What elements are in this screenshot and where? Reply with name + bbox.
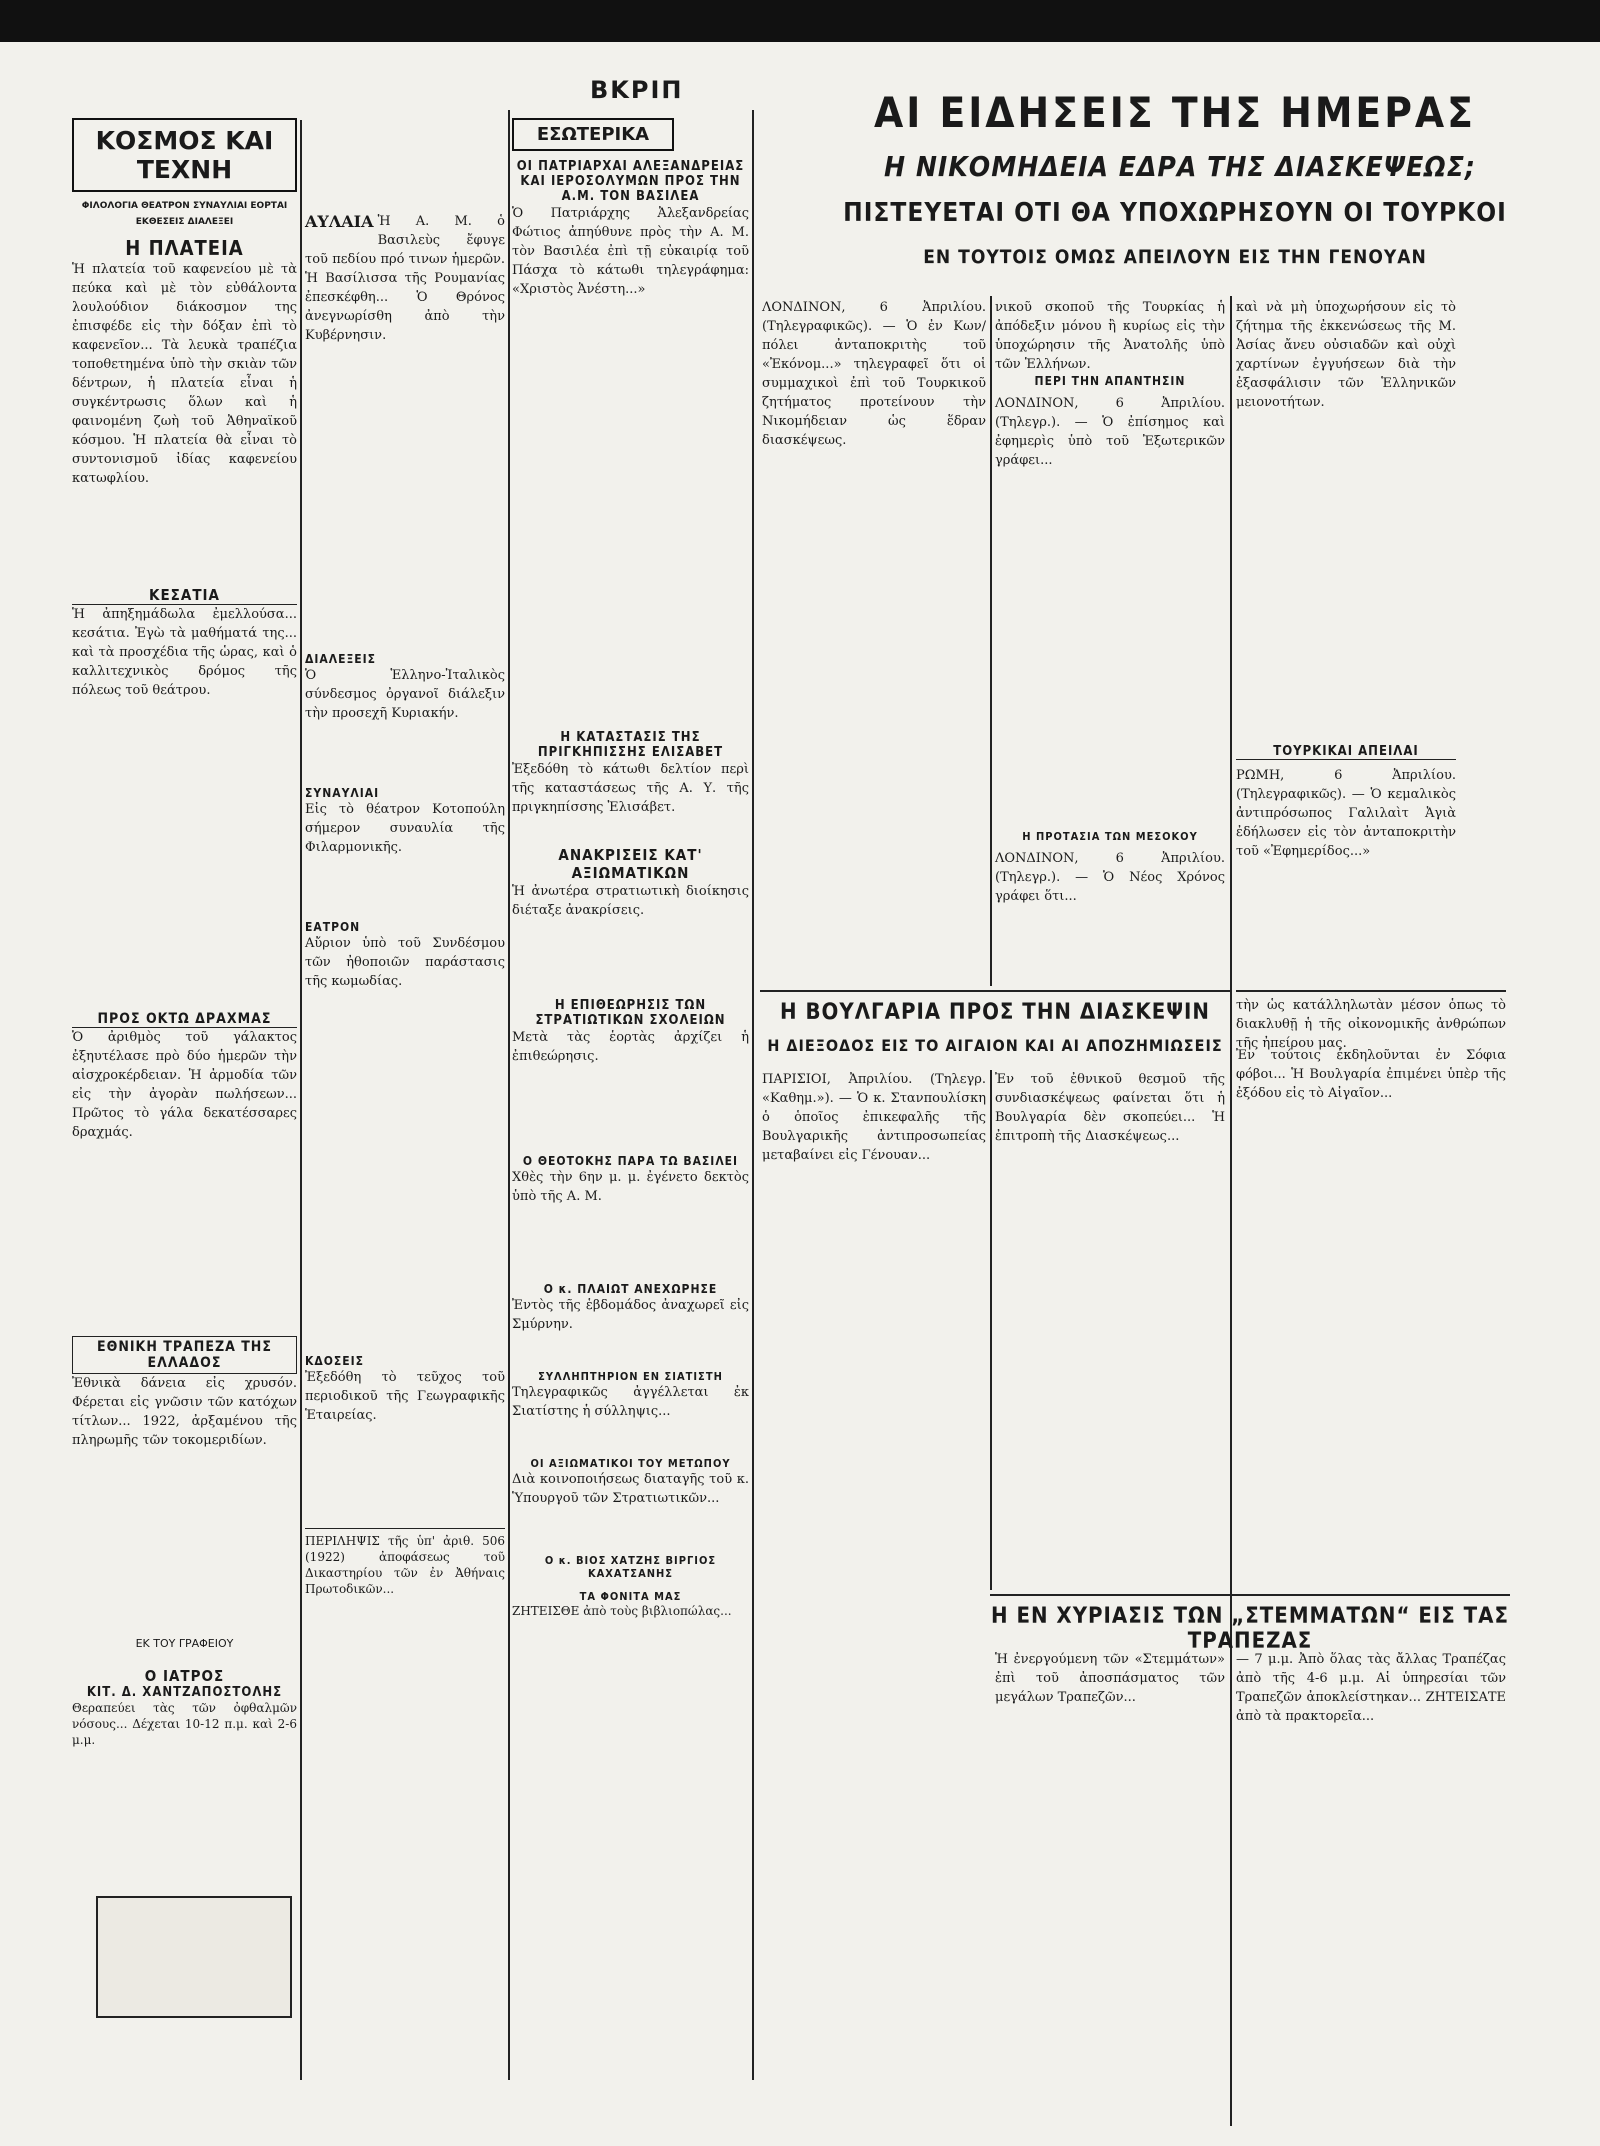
top-dark-bar — [0, 0, 1600, 42]
column-three — [512, 118, 749, 1663]
section-title: ΕΣΩΤΕΡΙΚΑ — [512, 118, 674, 151]
column-rule — [508, 110, 510, 2080]
article-body: ΡΩΜΗ, 6 Ἀπριλίου. (Τηλεγραφικῶς). — Ὁ κεμαλικὸς ἀντιπρόσωπος Γαλιλαὶτ Ἀγιὰ ἐδήλωσεν εἰς τὸν ἀνταποκριτὴν τοῦ «Ἐφημερίδος...» — [1236, 768, 1456, 859]
article-title: ΤΟΥΡΚΙΚΑΙ ΑΠΕΙΛΑΙ — [1236, 744, 1456, 760]
article-body: νικοῦ σκοποῦ τῆς Τουρκίας ἡ ἀπόδεξιν μόνου ἢ κυρίως εἰς τὴν ὑποχώρησιν τῆς Ἀνατολῆς ὑπὸ τῶν Ἑλλήνων. — [995, 300, 1225, 372]
article-body: Ἡ ἀνωτέρα στρατιωτικὴ διοίκησις διέταξε ἀνακρίσεις. — [512, 884, 749, 918]
rule — [760, 990, 1230, 992]
article-body: Τηλεγραφικῶς ἀγγέλλεται ἐκ Σιατίστης ἡ σύλληψις... — [512, 1385, 749, 1419]
article-title: ΕΘΝΙΚΗ ΤΡΑΠΕΖΑ ΤΗΣ ΕΛΛΑΔΟΣ — [72, 1336, 297, 1374]
ad-title: Ο ΙΑΤΡΟΣ — [144, 1667, 225, 1685]
ad-body: Θεραπεύει τὰς τῶν ὀφθαλμῶν νόσους... Δέχεται 10-12 π.μ. καὶ 2-6 μ.μ. — [72, 1701, 297, 1747]
article-body: Ἡ ἀπηξημάδωλα ἐμελλούσα... κεσάτια. Ἐγὼ τὰ μαθήματά της... καὶ τὰ προσχέδια τῆς ὡρας, καὶ ὁ καλλιτεχνικὸς δρόμος τῆς πόλεως τοῦ θεάτρου. — [72, 607, 297, 698]
article-body: Ὁ ἀριθμὸς τοῦ γάλακτος ἐξηυτέλασε πρὸ δύο ἡμερῶν τὴν αἰσχροκέρδειαν. Ἡ ἀρμοδία τῶν εἰς τὴν ἀγορὰν πωλήσεων... Πρῶτος τὸ γάλα δεκατέσσαρες δραχμάς. — [72, 1030, 297, 1140]
article-body: Ἐξεδόθη τὸ κάτωθι δελτίον περὶ τῆς καταστάσεως τῆς Α. Υ. τῆς πριγκηπίσσης Ἐλισάβετ. — [512, 762, 749, 815]
legal-notice: ΠΕΡΙΛΗΨΙΣ τῆς ὑπ' ἀριθ. 506 (1922) ἀποφάσεως τοῦ Δικαστηρίου τῶν ἐν Ἀθήναις Πρωτοδικῶν... — [305, 1528, 505, 1863]
article-title: ΠΕΡΙ ΤΗΝ ΑΠΑΝΤΗΣΙΝ — [1034, 374, 1186, 388]
news-column: Ἐν τούτοις ἐκδηλοῦνται ἐν Σόφια φόβοι... Ἡ Βουλγαρία ἐπιμένει ὑπὲρ τῆς ἐξόδου εἰς τὸ Αἰγαῖον... — [1236, 1048, 1506, 1101]
article-body: Εἰς τὸ θέατρον Κοτοπούλη σήμερον συναυλία τῆς Φιλαρμονικῆς. — [305, 802, 505, 855]
article-title: ΣΥΛΛΗΠΤΗΡΙΟΝ ΕΝ ΣΙΑΤΙΣΤΗ — [538, 1370, 723, 1383]
ad-name: ΚΙΤ. Δ. ΧΑΝΤΖΑΠΟΣΤΟΛΗΣ — [86, 1685, 283, 1700]
ad-title: ΤΑ ΦΟΝΙΤΑ ΜΑΣ — [579, 1590, 682, 1603]
article-body: Αὔριον ὑπὸ τοῦ Συνδέσμου τῶν ἠθοποιῶν παράστασις τῆς κωμωδίας. — [305, 936, 505, 989]
article-body: Διὰ κοινοποιήσεως διαταγῆς τοῦ κ. Ὑπουργοῦ τῶν Στρατιωτικῶν... — [512, 1472, 749, 1506]
left-column — [72, 118, 297, 1820]
column-rule — [990, 296, 992, 986]
article-title: ΔΙΑΛΕΞΕΙΣ — [305, 652, 377, 666]
news-column — [995, 298, 1225, 988]
article-title: Η ΚΑΤΑΣΤΑΣΙΣ ΤΗΣ ΠΡΙΓΚΗΠΙΣΣΗΣ ΕΛΙΣΑΒΕΤ — [537, 730, 724, 760]
article-title: Η ΕΠΙΘΕΩΡΗΣΙΣ ΤΩΝ ΣΤΡΑΤΙΩΤΙΚΩΝ ΣΧΟΛΕΙΩΝ — [535, 998, 726, 1028]
article-title: ΚΔΟΣΕΙΣ — [305, 1354, 365, 1368]
article-body: ΛΟΝΔΙΝΟΝ, 6 Ἀπριλίου. (Τηλεγρ.). — Ὁ Νέος Χρόνος γράφει ὅτι... — [995, 851, 1225, 904]
main-headline: ΑΙ ΕΙΔΗΣΕΙΣ ΤΗΣ ΗΜΕΡΑΣ — [874, 88, 1476, 137]
ad-title: Ο κ. ΒΙΟΣ ΧΑΤΖΗΣ ΒΙΡΓΙΟΣ ΚΑΧΑΤΣΑΝΗΣ — [544, 1554, 717, 1580]
masthead: ΒΚΡΙΠ — [590, 76, 684, 104]
news-column: Ἐν τοῦ ἐθνικοῦ θεσμοῦ τῆς συνδιασκέψεως φαίνεται ὅτι ἡ Βουλγαρία δὲν σκοπεύει... Ἡ ἐπιτροπὴ τῆς Διασκέψεως... — [995, 1072, 1225, 1144]
column-rule — [752, 110, 754, 2080]
column-rule — [300, 120, 302, 2080]
article-body: Ὁ Πατριάρχης Ἀλεξανδρείας Φώτιος ἀπηύθυνε πρὸς τὴν Α. Μ. τὸν Βασιλέα ἐπὶ τῇ εὐκαιρίᾳ τοῦ Πάσχα τὸ κάτωθι τηλεγράφημα: «Χριστὸς Ἀνέστη...» — [512, 206, 749, 297]
article-body: Ὁ Ἑλληνο-Ἰταλικὸς σύνδεσμος ὀργανοῖ διάλεξιν τὴν προσεχῆ Κυριακήν. — [305, 668, 505, 721]
article-body: Ἐντὸς τῆς ἑβδομάδος ἀναχωρεῖ εἰς Σμύρνην. — [512, 1298, 749, 1332]
news-column: — 7 μ.μ. Ἀπὸ ὅλας τὰς ἄλλας Τραπέζας ἀπὸ τῆς 4-6 μ.μ. Αἱ ὑπηρεσίαι τῶν Τραπεζῶν ἀποκλείστηκαν... ΖΗΤΕΙΣΑΤΕ ἀπὸ τὰ πρακτορεῖα... — [1236, 1652, 1506, 1724]
rule — [990, 1594, 1510, 1596]
article-title: ΠΡΟΣ ΟΚΤΩ ΔΡΑΧΜΑΣ — [72, 1011, 297, 1028]
news-column: ΠΑΡΙΣΙΟΙ, Ἀπριλίου. (Τηλεγρ. «Καθημ.»). — Ὁ κ. Στανπουλίσκη ὁ ὁποῖος ἐπικεφαλῆς τῆς Βουλγαρικῆς ἀντιπροσωπείας μεταβαίνει εἰς Γένουαν... — [762, 1072, 986, 1163]
article-title: ΑΝΑΚΡΙΣΕΙΣ ΚΑΤ' ΑΞΙΩΜΑΤΙΚΩΝ — [558, 846, 703, 882]
article-title: Ο κ. ΠΛΑΙΩΤ ΑΝΕΧΩΡΗΣΕ — [543, 1282, 718, 1296]
article-title: Ο ΘΕΟΤΟΚΗΣ ΠΑΡΑ ΤΩ ΒΑΣΙΛΕΙ — [522, 1154, 739, 1168]
article-signature: ΕΚ ΤΟΥ ΓΡΑΦΕΙΟΥ — [135, 1637, 234, 1650]
news-column: Ἡ ἐνεργούμενη τῶν «Στεμμάτων» ἐπὶ τοῦ ἀποσπάσματος τῶν μεγάλων Τραπεζῶν... — [995, 1652, 1225, 1705]
sub-headline: Η ΝΙΚΟΜΗΔΕΙΑ ΕΔΡΑ ΤΗΣ ΔΙΑΣΚΕΨΕΩΣ; — [883, 150, 1476, 183]
column-rule — [1230, 296, 1232, 2126]
article-title: Η ΒΟΥΛΓΑΡΙΑ ΠΡΟΣ ΤΗΝ ΔΙΑΣΚΕΨΙΝ — [780, 1000, 1210, 1025]
news-column — [1236, 298, 1456, 966]
article-body: Μετὰ τὰς ἑορτὰς ἀρχίζει ἡ ἐπιθεώρησις. — [512, 1030, 749, 1064]
article-title: ΕΑΤΡΟΝ — [305, 920, 361, 934]
sub-headline: ΠΙΣΤΕΥΕΤΑΙ ΟΤΙ ΘΑ ΥΠΟΧΩΡΗΣΟΥΝ ΟΙ ΤΟΥΡΚΟΙ — [843, 198, 1507, 228]
article-title: ΟΙ ΑΞΙΩΜΑΤΙΚΟΙ ΤΟΥ ΜΕΤΩΠΟΥ — [530, 1457, 731, 1470]
article-body: Χθὲς τὴν 6ην μ. μ. ἐγένετο δεκτὸς ὑπὸ τῆς Α. Μ. — [512, 1170, 749, 1204]
article-title: ΣΥΝΑΥΛΙΑΙ — [305, 786, 380, 800]
advertisement-box — [96, 1896, 292, 2018]
rule — [1236, 990, 1506, 992]
article-title: ΟΙ ΠΑΤΡΙΑΡΧΑΙ ΑΛΕΞΑΝΔΡΕΙΑΣ ΚΑΙ ΙΕΡΟΣΟΛΥΜΩΝ ΠΡΟΣ ΤΗΝ Α.Μ. ΤΟΝ ΒΑΣΙΛΕΑ — [516, 159, 745, 204]
section-title: ΚΟΣΜΟΣ ΚΑΙ ΤΕΧΝΗ — [72, 118, 297, 192]
article-title: Η ΠΛΑΤΕΙΑ — [125, 236, 244, 260]
article-title: Η ΠΡΟΤΑΣΙΑ ΤΩΝ ΜΕΣΟΚΟΥ — [1022, 830, 1198, 843]
article-body: Ἐξεδόθη τὸ τεῦχος τοῦ περιοδικοῦ τῆς Γεωγραφικῆς Ἑταιρείας. — [305, 1370, 505, 1423]
section-subtitle: ΦΙΛΟΛΟΓΙΑ ΘΕΑΤΡΟΝ ΣΥΝΑΥΛΙΑΙ ΕΟΡΤΑΙ ΕΚΘΕΣΕΙΣ ΔΙΑΛΕΞΕΙ — [81, 201, 288, 227]
news-column: ΛΟΝΔΙΝΟΝ, 6 Ἀπριλίου. (Τηλεγραφικῶς). — Ὁ ἐν Κων/πόλει ἀνταποκριτὴς τοῦ «Ἐκόνομ...» τηλεγραφεῖ ὅτι οἱ συμμαχικοὶ ἐπὶ τοῦ Τουρκικοῦ ζητήματος προτείνουν τὴν Νικομήδειαν ὡς ἕδραν διασκέψεως. — [762, 300, 986, 448]
article-body: ΛΟΝΔΙΝΟΝ, 6 Ἀπριλίου. (Τηλεγρ.). — Ὁ ἐπίσημος καὶ ἐφημερὶς ὑπὸ τοῦ Ἐξωτερικῶν γράφει... — [995, 396, 1225, 468]
article-body: Ἡ πλατεία τοῦ καφενείου μὲ τὰ πεύκα καὶ μὲ τὸν εὐθάλοντα λουλούδιον διάκοσμον της ἐπισφέδε εἰς τὴν δόξαν ἐπὶ τὸ καφενεῖον... Τὰ λευκὰ τραπέζια τοποθετημένα ὑπὸ τὴν σκιὰν τῶν δέντρων, ἡ πλατεία εἶναι ἡ συγκέντρωσις ὅλων καὶ ἡ φαινομένη ζωὴ τοῦ Ἀθηναϊκοῦ κόσμου. Ἡ πλατεία θὰ εἶναι τὸ συντονισμοῦ ἰδίας καφενείου κατωφλίου. — [72, 262, 297, 486]
sub-headline: ΕΝ ΤΟΥΤΟΙΣ ΟΜΩΣ ΑΠΕΙΛΟΥΝ ΕΙΣ ΤΗΝ ΓΕΝΟΥΑΝ — [923, 246, 1427, 268]
article-body: καὶ νὰ μὴ ὑποχωρήσουν εἰς τὸ ζήτημα τῆς ἐκκενώσεως τῆς Μ. Ἀσίας ἄνευ οὐσιαδῶν καὶ οὐχὶ χαρτίνων ἐγγυήσεων διὰ τὴν ἐξασφάλισιν τῶν Ἑλληνικῶν μειονοτήτων. — [1236, 300, 1456, 410]
article-body: Ἐθνικὰ δάνεια εἰς χρυσόν. Φέρεται εἰς γνῶσιν τῶν κατόχων τίτλων... 1922, ἀρξαμένου τῆς πληρωμῆς τῶν τοκομεριδίων. — [72, 1376, 297, 1448]
column-rule — [990, 1070, 992, 1590]
article-body: Ἡ Α. Μ. ὁ Βασιλεὺς ἔφυγε τοῦ πεδίου πρό τινων ἡμερῶν. Ἡ Βασίλισσα τῆς Ρουμανίας ἐπεσκέφθη... Ὁ Θρόνος ἀνεγνωρίσθη ἀπὸ τὴν Κυβέρνησιν. — [305, 214, 505, 343]
drop-cap-title: ΑΥΛΑΙΑ — [305, 212, 374, 231]
article-title: ΚΕΣΑΤΙΑ — [72, 586, 297, 605]
article-title: Η ΕΝ ΧΥΡΙΑΣΙΣ ΤΩΝ „ΣΤΕΜΜΑΤΩΝ“ ΕΙΣ ΤΑΣ ΤΡΑΠΕΖΑΣ — [991, 1604, 1509, 1654]
article-title: Η ΔΙΕΞΟΔΟΣ ΕΙΣ ΤΟ ΑΙΓΑΙΟΝ ΚΑΙ ΑΙ ΑΠΟΖΗΜΙΩΣΕΙΣ — [767, 1036, 1223, 1055]
article-body: τὴν ὡς κατάλληλωτὰν μέσον ὁπως τὸ διακλυθῇ ἡ τῆς οἰκονομικῆς ἀνθρώπων τῆς ἠπείρου μας. — [1236, 998, 1506, 1051]
column-two — [305, 212, 505, 1863]
ad-body: ΖΗΤΕΙΣΘΕ ἀπὸ τοὺς βιβλιοπώλας... — [512, 1604, 732, 1618]
